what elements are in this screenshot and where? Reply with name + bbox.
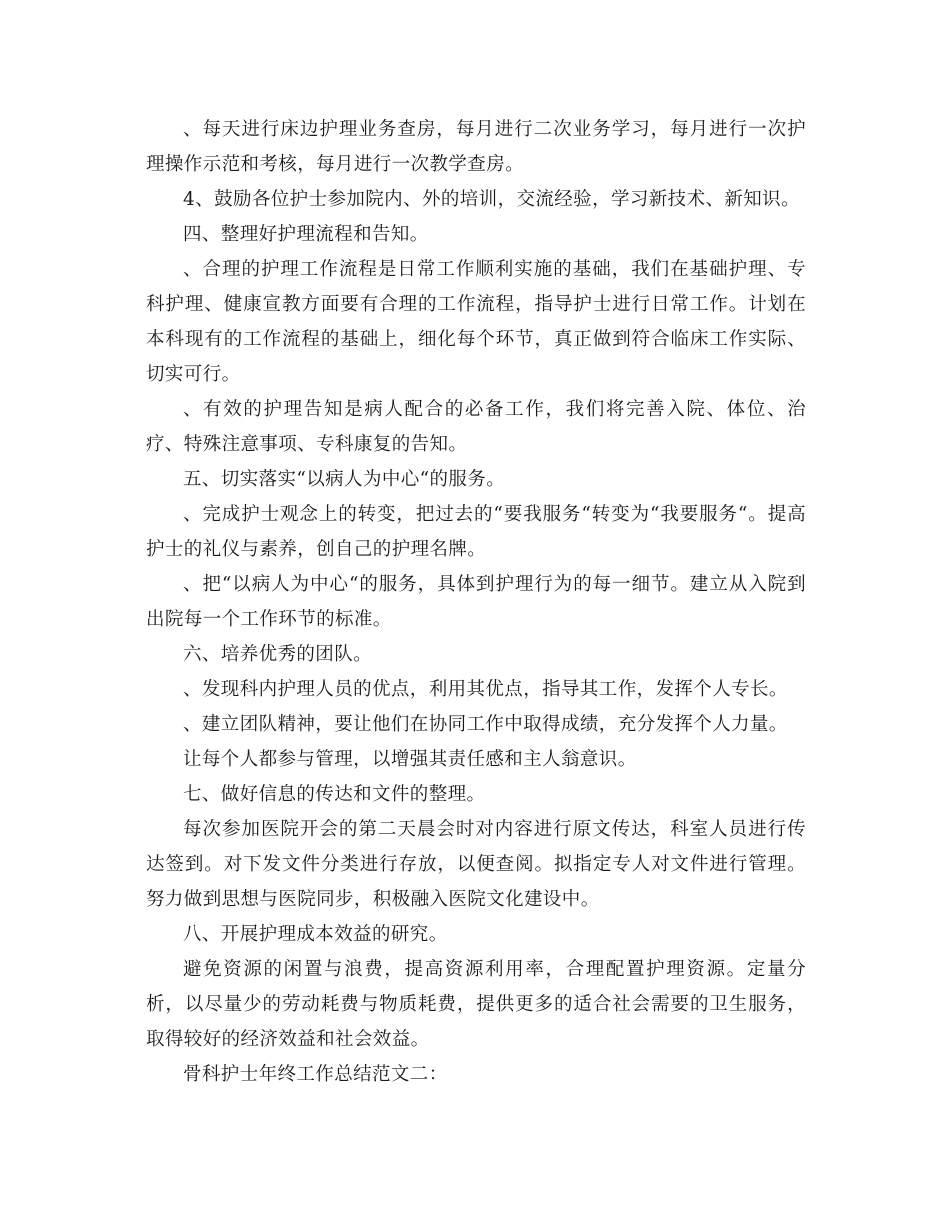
section-heading-7: 七、做好信息的传达和文件的整理。 <box>183 784 486 805</box>
paragraph-notification: 、有效的护理告知是病人配合的必备工作，我们将完善入院、体位、治疗、特殊注意事项、专科康复的告知。 <box>146 399 806 455</box>
paragraph-attitude-change: 、完成护士观念上的转变，把过去的“要我服务“转变为“我要服务“。提高护士的礼仪与素养，创自己的护理名牌。 <box>146 504 806 560</box>
paragraph-strengths: 、发现科内护理人员的优点，利用其优点，指导其工作，发挥个人专长。 <box>183 679 788 700</box>
section-heading-4: 四、整理好护理流程和告知。 <box>183 224 429 245</box>
document-body <box>146 112 806 1092</box>
section-heading-6: 六、培养优秀的团队。 <box>183 644 373 665</box>
paragraph-team-spirit: 、建立团队精神，要让他们在协同工作中取得成绩，充分发挥个人力量。 <box>183 714 788 735</box>
section-heading-8: 八、开展护理成本效益的研究。 <box>183 924 448 945</box>
paragraph-training: 4、鼓励各位护士参加院内、外的培训，交流经验，学习新技术、新知识。 <box>183 189 800 210</box>
section-heading-5: 五、切实落实“以病人为中心“的服务。 <box>183 469 506 490</box>
paragraph-ward-rounds: 、每天进行床边护理业务查房，每月进行二次业务学习，每月进行一次护理操作示范和考核，每月进行一次教学查房。 <box>146 119 806 175</box>
paragraph-cost-benefit: 避免资源的闲置与浪费，提高资源利用率，合理配置护理资源。定量分析，以尽量少的劳动耗费与物质耗费，提供更多的适合社会需要的卫生服务，取得较好的经济效益和社会效益。 <box>146 959 806 1050</box>
paragraph-information: 每次参加医院开会的第二天晨会时对内容进行原文传达，科室人员进行传达签到。对下发文件分类进行存放，以便查阅。拟指定专人对文件进行管理。努力做到思想与医院同步，积极融入医院文化建设中。 <box>146 819 806 910</box>
paragraph-workflow: 、合理的护理工作流程是日常工作顺利实施的基础，我们在基础护理、专科护理、健康宣教方面要有合理的工作流程，指导护士进行日常工作。计划在本科现有的工作流程的基础上，细化每个环节，真正做到符合临床工作实际、切实可行。 <box>146 259 806 385</box>
paragraph-next-title: 骨科护士年终工作总结范文二： <box>183 1064 448 1085</box>
paragraph-patient-centered: 、把“以病人为中心“的服务，具体到护理行为的每一细节。建立从入院到出院每一个工作环节的标准。 <box>146 574 806 630</box>
paragraph-participation: 让每个人都参与管理，以增强其责任感和主人翁意识。 <box>183 749 637 770</box>
